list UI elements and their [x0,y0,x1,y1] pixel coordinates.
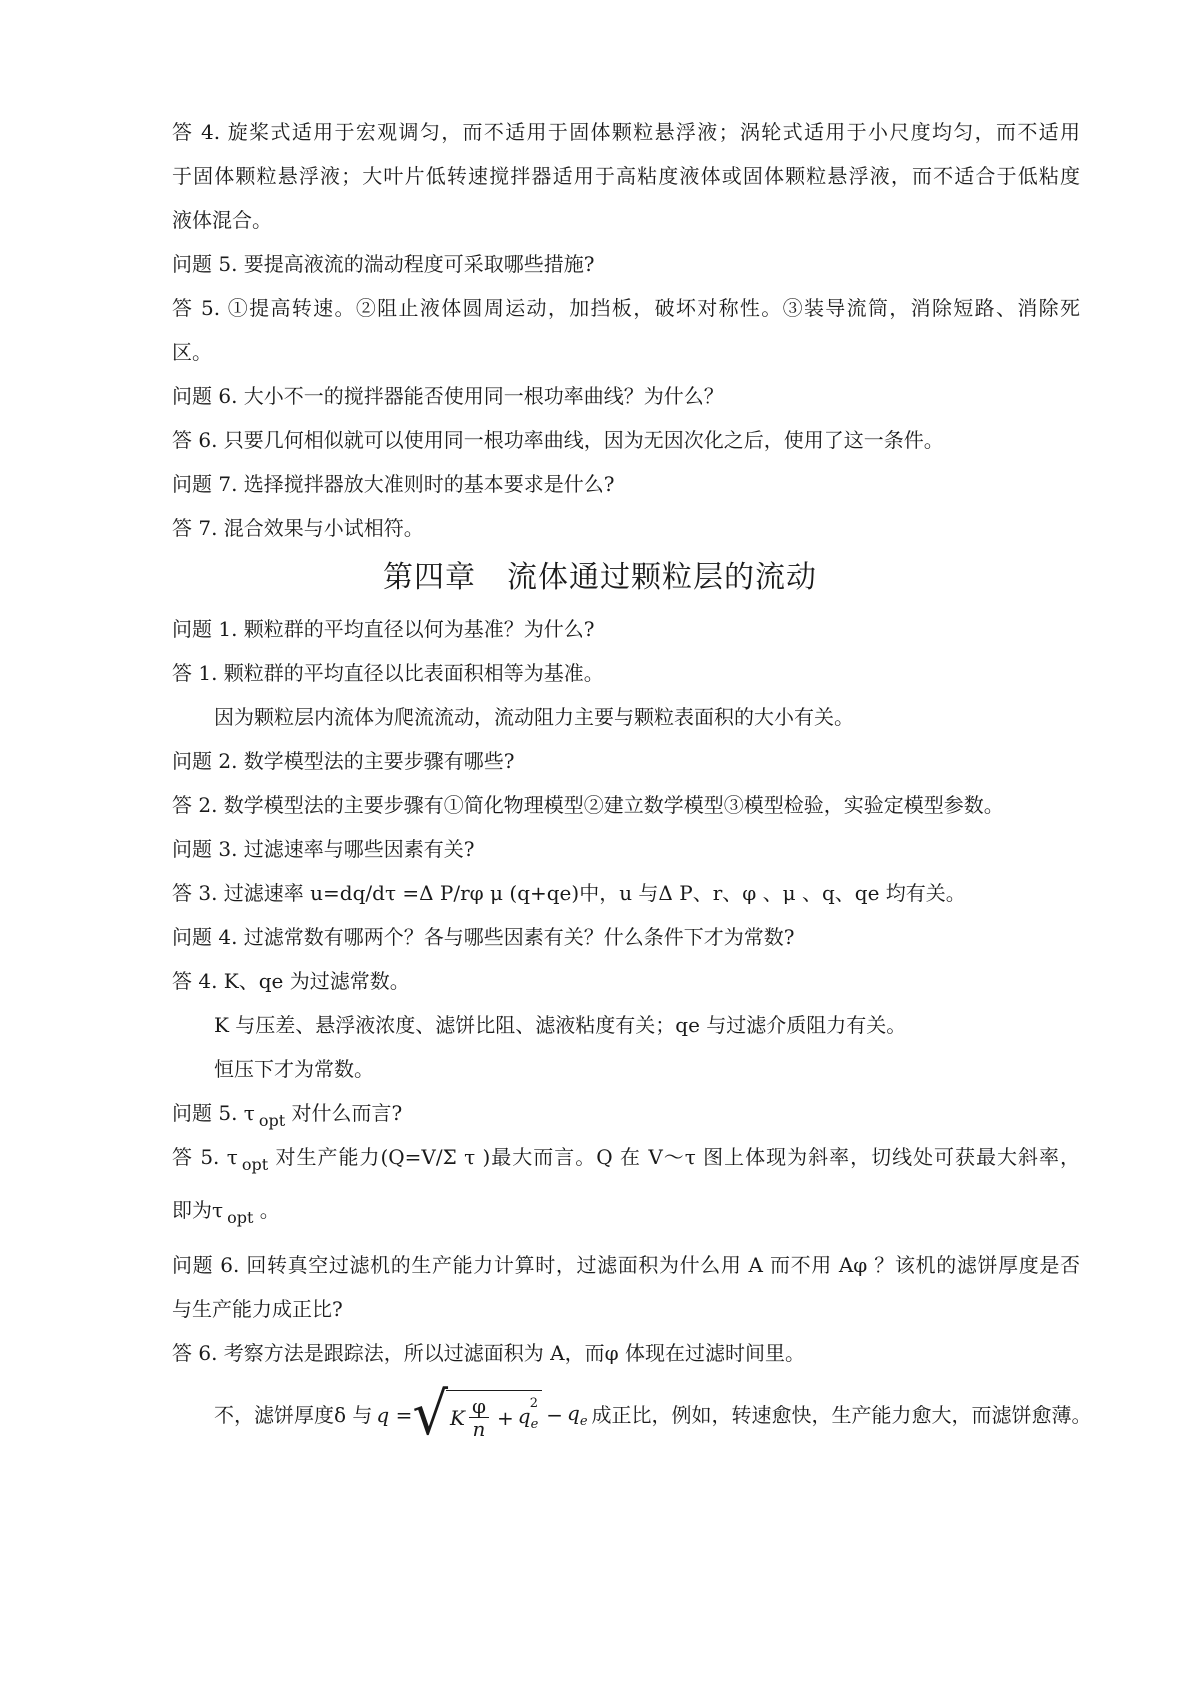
ch4-answer-4: 答 4. K、qe 为过滤常数。 [172,969,410,993]
answer-5-period: 。 [259,1198,280,1222]
formula-fraction [469,1395,489,1440]
ch4-answer-6: 答 6. 考察方法是跟踪法，所以过滤面积为 A，而φ 体现在过滤时间里。 [172,1341,805,1365]
formula-qe-squared [517,1395,539,1434]
ch4-question-3: 问题 3. 过滤速率与哪些因素有关? [172,837,475,861]
opt-subscript: opt [241,1155,269,1174]
formula-trail-text: 成正比，例如，转速愈快，生产能力愈大，而滤饼愈薄。 [591,1403,1092,1427]
question-6: 问题 6. 大小不一的搅拌器能否使用同一根功率曲线？为什么？ [172,384,724,408]
formula-K: K [450,1405,465,1430]
qe2-index: e [530,1416,539,1432]
answer-7: 答 7. 混合效果与小试相符。 [172,516,424,540]
answer-5-line-1: 答 5. ①提高转速。②阻止液体圆周运动，加挡板，破坏对称性。③装导流筒，消除短路、消除死 [172,296,1080,320]
formula-qe [567,1399,588,1431]
answer-5-text: 对生产能力(Q=V/Σ τ )最大而言。Q 在 V～τ 图上体现为斜率，切线处可获最大斜率， [275,1145,1081,1169]
question-5-suffix: 对什么而言? [291,1101,403,1125]
qe2-base: q [517,1403,531,1428]
ch4-answer-6-formula-line [214,1380,1092,1449]
formula-plus: + [496,1405,514,1430]
fraction-denominator: n [472,1417,486,1441]
ch4-question-1: 问题 1. 颗粒群的平均直径以何为基准？为什么? [172,617,595,641]
qe-index: e [579,1414,588,1429]
formula-lhs: q = [376,1403,413,1427]
ch4-answer-5-line-2 [172,1196,280,1226]
ch4-question-6-line-2: 与生产能力成正比? [172,1297,343,1321]
answer-6: 答 6. 只要几何相似就可以使用同一根功率曲线，因为无因次化之后，使用了这一条件。 [172,428,944,452]
qe2-power: 2 [529,1395,539,1411]
ch4-question-6-line-1: 问题 6. 回转真空过滤机的生产能力计算时，过滤面积为什么用 A 而不用 Aφ ？该机的滤饼厚度是否 [172,1253,1080,1277]
answer-4-line-3: 液体混合。 [172,208,272,232]
ch4-question-4: 问题 4. 过滤常数有哪两个？各与哪些因素有关？什么条件下才为常数? [172,925,795,949]
answer-4-line-2: 于固体颗粒悬浮液；大叶片低转速搅拌器适用于高粘度液体或固体颗粒悬浮液，而不适合于低粘度 [172,164,1080,188]
opt-subscript: opt [227,1208,254,1227]
ch4-answer-4-detail: K 与压差、悬浮液浓度、滤饼比阻、滤液粘度有关；qe 与过滤介质阻力有关。 [214,1013,907,1037]
formula-lead-text: 不，滤饼厚度δ 与 [214,1403,373,1427]
fraction-numerator: φ [469,1395,489,1418]
answer-5-conclusion: 即为τ [172,1198,224,1222]
ch4-answer-4-condition: 恒压下才为常数。 [214,1057,374,1081]
ch4-answer-1-reason: 因为颗粒层内流体为爬流流动，流动阻力主要与颗粒表面积的大小有关。 [214,705,854,729]
ch4-answer-1: 答 1. 颗粒群的平均直径以比表面积相等为基准。 [172,661,604,685]
answer-4-line-1: 答 4. 旋桨式适用于宏观调匀，而不适用于固体颗粒悬浮液；涡轮式适用于小尺度均匀，而不适用 [172,120,1080,144]
sqrt-icon: √ [412,1380,449,1449]
ch4-answer-5-line-1 [172,1143,1080,1173]
opt-subscript: opt [258,1111,286,1130]
ch4-answer-3: 答 3. 过滤速率 u=dq/dτ =Δ P/rφ μ (q+qe)中，u 与Δ P、r、φ 、μ 、q、qe 均有关。 [172,881,966,905]
chapter-title: 第四章 流体通过颗粒层的流动 [383,560,817,595]
question-5-prefix: 问题 5. τ [172,1101,255,1125]
ch4-question-2: 问题 2. 数学模型法的主要步骤有哪些? [172,749,515,773]
qe-base: q [567,1401,580,1425]
question-7: 问题 7. 选择搅拌器放大准则时的基本要求是什么? [172,472,615,496]
formula-radicand [446,1390,542,1440]
question-5: 问题 5. 要提高液流的湍动程度可采取哪些措施? [172,252,595,276]
ch4-question-5 [172,1099,402,1129]
formula-minus: − [546,1403,564,1427]
ch4-answer-2: 答 2. 数学模型法的主要步骤有①简化物理模型②建立数学模型③模型检验，实验定模型参数。 [172,793,1004,817]
cake-thickness-formula [376,1380,588,1449]
answer-5-prefix: 答 5. τ [172,1145,238,1169]
answer-5-line-2: 区。 [172,340,212,364]
